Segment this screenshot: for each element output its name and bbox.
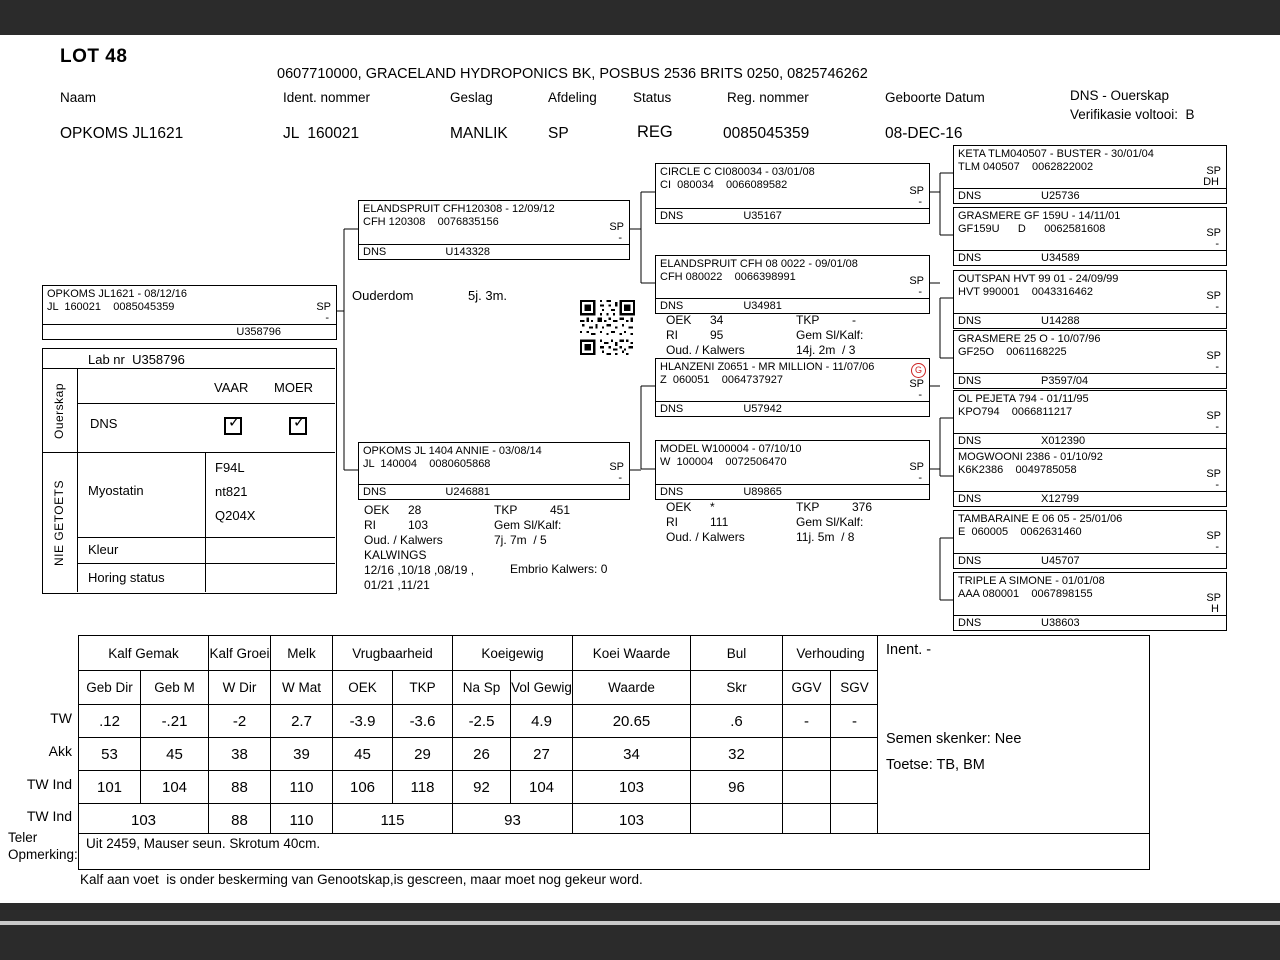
dns-label: DNS: [958, 375, 982, 387]
ebv-cell: 103: [79, 804, 209, 837]
kleur-label: Kleur: [88, 542, 119, 557]
inent-label: Inent. -: [886, 642, 932, 658]
row-label-tw: TW: [50, 710, 72, 726]
ebv-cell: 38: [209, 738, 271, 771]
ebv-col-header: Waarde: [573, 671, 691, 705]
tkp-label: TKP: [494, 503, 518, 517]
status-flag: -: [1215, 541, 1219, 553]
ebv-col-header: Geb M: [141, 671, 209, 705]
animal-id: W 100004 0072506470: [660, 456, 787, 468]
ebv-cell: -: [831, 705, 879, 738]
kalwings-label: KALWINGS: [364, 548, 427, 562]
sp-flag: SP: [1206, 468, 1221, 480]
divider: [205, 452, 206, 592]
status-flag: -: [1215, 479, 1219, 491]
ebv-cell: -.21: [141, 705, 209, 738]
ebv-cell: [783, 738, 831, 771]
dns-label: DNS: [958, 555, 982, 567]
status-flag: H: [1211, 603, 1219, 615]
pedigree-box-gp2: [655, 255, 930, 314]
dns-row: [954, 250, 1226, 265]
animal-name: GRASMERE GF 159U - 14/11/01: [958, 210, 1121, 222]
ebv-group-header: Vrugbaarheid: [333, 636, 453, 671]
ebv-cell: 88: [209, 804, 271, 837]
gem-value: 14j. 2m / 3: [796, 343, 856, 357]
dns-value: U14288: [1041, 315, 1080, 327]
field-label-reg: Reg. nommer: [727, 90, 809, 105]
sp-flag: SP: [1206, 165, 1221, 177]
ebv-cell: -3.6: [393, 705, 453, 738]
status-flag: -: [918, 472, 922, 484]
ri-label: RI: [666, 328, 678, 342]
ebv-cell: 110: [271, 771, 333, 804]
animal-id: K6K2386 0049785058: [958, 464, 1077, 476]
sp-flag: SP: [316, 301, 331, 313]
dns-row-label: DNS: [90, 416, 118, 431]
animal-id: GF159U D 0062581608: [958, 223, 1106, 235]
dns-value: U45707: [1041, 555, 1080, 567]
dns-row: [954, 615, 1226, 630]
dns-row: [656, 208, 929, 223]
animal-name: ELANDSPRUIT CFH120308 - 12/09/12: [363, 203, 555, 215]
ebv-cell: 110: [271, 804, 333, 837]
tkp-value: 451: [550, 503, 571, 517]
row-label-twind1: TW Ind: [26, 776, 72, 792]
oek-value: 34: [710, 313, 724, 327]
animal-id: CFH 120308 0076835156: [363, 216, 499, 228]
pedigree-box-dam: [358, 442, 630, 500]
semen-skenker: Semen skenker: Nee: [886, 731, 1022, 747]
pedigree-box-ggp7: [953, 510, 1227, 569]
status-flag: -: [1215, 238, 1219, 250]
dns-label: DNS: [660, 300, 684, 312]
dns-value: P3597/04: [1041, 375, 1089, 387]
animal-id: KPO794 0066811217: [958, 406, 1073, 418]
moer-dns-checkbox: [289, 414, 307, 435]
tkp-label: TKP: [796, 313, 820, 327]
dns-row: [954, 313, 1226, 328]
animal-id: E 060005 0062631460: [958, 526, 1082, 538]
ebv-cell: 4.9: [511, 705, 573, 738]
dns-value: U143328: [445, 246, 491, 258]
oud-label: Oud. / Kalwers: [666, 343, 745, 357]
vaar-dns-checkbox: [224, 414, 242, 435]
pedigree-box-ggp3: [953, 270, 1227, 329]
pedigree-box-subject: [42, 285, 337, 340]
pedigree-box-ggp1: [953, 145, 1227, 204]
divider: [42, 368, 335, 369]
oek-label: OEK: [666, 500, 692, 514]
dns-row: [359, 244, 629, 259]
status-flag: -: [618, 232, 622, 244]
sp-flag: SP: [1206, 227, 1221, 239]
status-flag: -: [1215, 421, 1219, 433]
field-label-ident: Ident. nommer: [283, 90, 371, 105]
divider: [42, 452, 335, 453]
ebv-cell: -2: [209, 705, 271, 738]
pedigree-box-ggp2: [953, 207, 1227, 266]
field-label-geboorte: Geboorte Datum: [885, 90, 985, 105]
check-icon: ✓: [228, 414, 241, 431]
dns-value: U57942: [743, 403, 782, 415]
sp-flag: SP: [1206, 290, 1221, 302]
myostatin-value-2: nt821: [215, 484, 248, 499]
animal-id: CFH 080022 0066398991: [660, 271, 796, 283]
horing-status-label: Horing status: [88, 570, 165, 585]
ebv-cell: 103: [573, 804, 691, 837]
ebv-group-header: Verhouding: [783, 636, 879, 671]
dns-value: U358796: [236, 326, 282, 338]
ebv-cell: 26: [453, 738, 511, 771]
ebv-cell: 45: [141, 738, 209, 771]
ebv-cell: 96: [691, 771, 783, 804]
ri-value: 111: [710, 515, 729, 529]
gem-label: Gem Sl/Kalf:: [494, 518, 562, 532]
ebv-cell: -3.9: [333, 705, 393, 738]
ebv-col-header: TKP: [393, 671, 453, 705]
dns-row: [656, 401, 929, 416]
dam-stats: [364, 503, 630, 593]
ebv-col-header: W Dir: [209, 671, 271, 705]
animal-id: GF25O 0061168225: [958, 346, 1067, 358]
pedigree-box-ggp5: [953, 390, 1227, 449]
ebv-col-header: W Mat: [271, 671, 333, 705]
sp-flag: SP: [609, 221, 624, 233]
dns-ouerskap-label: DNS - Ouerskap: [1070, 88, 1170, 103]
oek-label: OEK: [364, 503, 390, 517]
ebv-cell: 32: [691, 738, 783, 771]
pedigree-box-ggp4: [953, 330, 1227, 389]
animal-name: ELANDSPRUIT CFH 08 0022 - 09/01/08: [660, 258, 858, 270]
ebv-cell: 93: [453, 804, 573, 837]
ebv-cell: -: [783, 705, 831, 738]
status-flag: -: [1215, 361, 1219, 373]
dns-row: [954, 433, 1226, 448]
dns-row: [656, 298, 929, 313]
pedigree-box-ggp6: [953, 448, 1227, 507]
field-label-naam: Naam: [60, 90, 97, 105]
field-value-ident: JL 160021: [283, 125, 360, 142]
ebv-col-header: GGV: [783, 671, 831, 705]
kalwings-line2: 01/21 ,11/21: [364, 578, 430, 592]
owner-line: 0607710000, GRACELAND HYDROPONICS BK, POSBUS 2536 BRITS 0250, 0825746262: [277, 66, 868, 82]
ebv-col-header: SGV: [831, 671, 879, 705]
field-value-naam: OPKOMS JL1621: [60, 125, 184, 142]
divider: [77, 537, 335, 538]
field-value-geboorte: 08-DEC-16: [885, 125, 963, 142]
bottom-bar-lower: [0, 925, 1280, 960]
dns-value: U34981: [743, 300, 782, 312]
society-stamp-icon: G: [911, 363, 926, 378]
status-flag: -: [918, 196, 922, 208]
ebv-cell: 92: [453, 771, 511, 804]
ebv-cell: 103: [573, 771, 691, 804]
tkp-value: 376: [852, 500, 873, 514]
sp-flag: SP: [909, 461, 924, 473]
ouerskap-section-label: Ouerskap: [52, 382, 66, 440]
dns-row: [954, 188, 1226, 203]
ri-label: RI: [364, 518, 376, 532]
status-flag: DH: [1203, 176, 1219, 188]
dns-row: [954, 491, 1226, 506]
ebv-cell: 20.65: [573, 705, 691, 738]
ebv-group-header: Kalf Gemak: [79, 636, 209, 671]
field-label-status: Status: [633, 90, 672, 105]
animal-name: TAMBARAINE E 06 05 - 25/01/06: [958, 513, 1123, 525]
gp4-stats: [666, 500, 926, 545]
lot-number: LOT 48: [60, 46, 128, 67]
ouderdom-value: 5j. 3m.: [468, 288, 508, 303]
dns-label: DNS: [958, 252, 982, 264]
teler-opmerking-text: Uit 2459, Mauser seun. Skrotum 40cm.: [86, 836, 321, 851]
opmerking-label: Opmerking:: [8, 847, 78, 862]
field-label-afdeling: Afdeling: [548, 90, 597, 105]
ebv-cell: [831, 738, 879, 771]
row-label-twind2: TW Ind: [26, 808, 72, 824]
sp-flag: SP: [1206, 592, 1221, 604]
bottom-bar-upper: [0, 903, 1280, 921]
dns-value: U25736: [1041, 190, 1080, 202]
animal-name: TRIPLE A SIMONE - 01/01/08: [958, 575, 1105, 587]
gem-label: Gem Sl/Kalf:: [796, 328, 864, 342]
dns-row: [43, 324, 336, 339]
sp-flag: SP: [909, 185, 924, 197]
ri-label: RI: [666, 515, 678, 529]
dns-value: U246881: [445, 486, 491, 498]
dns-value: U89865: [743, 486, 782, 498]
kalwings-line1: 12/16 ,10/18 ,08/19 ,: [364, 563, 475, 577]
ebv-table: [78, 635, 879, 837]
ebv-cell: 101: [79, 771, 141, 804]
divider: [77, 563, 335, 564]
animal-id: HVT 990001 0043316462: [958, 286, 1093, 298]
field-value-geslag: MANLIK: [450, 125, 508, 142]
ebv-col-header: Geb Dir: [79, 671, 141, 705]
animal-id: JL 140004 0080605868: [363, 458, 491, 470]
toetse: Toetse: TB, BM: [886, 757, 985, 773]
dns-label: DNS: [660, 486, 684, 498]
ebv-group-header: Bul: [691, 636, 783, 671]
animal-name: OPKOMS JL 1404 ANNIE - 03/08/14: [363, 445, 542, 457]
sp-flag: SP: [1206, 530, 1221, 542]
vaar-header: VAAR: [214, 380, 249, 395]
ebv-group-header: Koei Waarde: [573, 636, 691, 671]
ebv-cell: 106: [333, 771, 393, 804]
ebv-cell: .12: [79, 705, 141, 738]
dns-value: X12799: [1041, 493, 1079, 505]
ebv-cell: [691, 804, 783, 837]
ebv-col-header: Vol Gewig: [511, 671, 573, 705]
dns-value: X012390: [1041, 435, 1086, 447]
ebv-cell: 34: [573, 738, 691, 771]
ebv-cell: 115: [333, 804, 453, 837]
dns-label: DNS: [958, 190, 982, 202]
animal-id: TLM 040507 0062822002: [958, 161, 1094, 173]
dns-label: DNS: [363, 486, 387, 498]
dns-label: DNS: [660, 210, 684, 222]
ri-value: 95: [710, 328, 724, 342]
myostatin-value-3: Q204X: [215, 508, 256, 523]
ebv-group-header: Koeigewig: [453, 636, 573, 671]
animal-name: HLANZENI Z0651 - MR MILLION - 11/07/06: [660, 361, 875, 373]
qr-code: [580, 300, 635, 355]
animal-id: AAA 080001 0067898155: [958, 588, 1093, 600]
oek-value: 28: [408, 503, 422, 517]
nie-getoets-section-label: NIE GETOETS: [52, 480, 66, 566]
dns-row: [954, 553, 1226, 568]
animal-id: Z 060051 0064737927: [660, 374, 783, 386]
animal-id: CI 080034 0066089582: [660, 179, 788, 191]
ebv-group-header: Melk: [271, 636, 333, 671]
divider: [77, 403, 335, 404]
ebv-cell: 27: [511, 738, 573, 771]
ebv-cell: [783, 771, 831, 804]
sp-flag: SP: [1206, 410, 1221, 422]
divider: [77, 368, 78, 592]
animal-name: OL PEJETA 794 - 01/11/95: [958, 393, 1089, 405]
ebv-cell: 104: [141, 771, 209, 804]
pedigree-box-sire: [358, 200, 630, 260]
field-value-status: REG: [637, 123, 673, 141]
ebv-cell: 2.7: [271, 705, 333, 738]
animal-name: KETA TLM040507 - BUSTER - 30/01/04: [958, 148, 1154, 160]
dns-label: DNS: [958, 435, 982, 447]
oud-label: Oud. / Kalwers: [666, 530, 745, 544]
oud-label: Oud. / Kalwers: [364, 533, 443, 547]
row-label-akk: Akk: [48, 743, 72, 759]
ebv-group-header: Kalf Groei: [209, 636, 271, 671]
field-value-reg: 0085045359: [723, 125, 810, 142]
top-bar: [0, 0, 1280, 35]
sp-flag: SP: [909, 378, 924, 390]
gem-value: 7j. 7m / 5: [494, 533, 547, 547]
dns-row: [656, 484, 929, 499]
ebv-cell: [831, 804, 879, 837]
ebv-cell: [831, 771, 879, 804]
sp-flag: SP: [609, 461, 624, 473]
ebv-cell: .6: [691, 705, 783, 738]
sp-flag: SP: [1206, 350, 1221, 362]
ebv-cell: 45: [333, 738, 393, 771]
dns-label: DNS: [958, 617, 982, 629]
verifikasie-label: Verifikasie voltooi: B: [1070, 107, 1195, 122]
animal-name: MOGWOONI 2386 - 01/10/92: [958, 451, 1103, 463]
status-flag: -: [918, 389, 922, 401]
ebv-cell: 88: [209, 771, 271, 804]
animal-id: JL 160021 0085045359: [47, 301, 175, 313]
ouderdom-label: Ouderdom: [352, 288, 414, 303]
ebv-cell: [783, 804, 831, 837]
dns-label: DNS: [363, 246, 387, 258]
myostatin-label: Myostatin: [88, 483, 144, 498]
ebv-cell: 39: [271, 738, 333, 771]
pedigree-box-gp3: [655, 358, 930, 417]
ebv-col-header: Skr: [691, 671, 783, 705]
dns-value: U34589: [1041, 252, 1080, 264]
oek-value: *: [710, 500, 715, 514]
field-label-geslag: Geslag: [450, 90, 493, 105]
status-flag: -: [918, 286, 922, 298]
status-flag: -: [1215, 301, 1219, 313]
pedigree-box-gp4: [655, 440, 930, 500]
dns-label: DNS: [660, 403, 684, 415]
lab-nr: Lab nr U358796: [88, 352, 185, 367]
gem-label: Gem Sl/Kalf:: [796, 515, 864, 529]
ebv-cell: -2.5: [453, 705, 511, 738]
animal-name: OUTSPAN HVT 99 01 - 24/09/99: [958, 273, 1119, 285]
dns-value: U35167: [743, 210, 782, 222]
animal-name: MODEL W100004 - 07/10/10: [660, 443, 802, 455]
animal-name: GRASMERE 25 O - 10/07/96: [958, 333, 1101, 345]
animal-name: OPKOMS JL1621 - 08/12/16: [47, 288, 188, 300]
field-value-afdeling: SP: [548, 125, 569, 142]
pedigree-box-ggp8: [953, 572, 1227, 631]
ebv-col-header: Na Sp: [453, 671, 511, 705]
ebv-col-header: OEK: [333, 671, 393, 705]
check-icon: ✓: [293, 414, 306, 431]
tkp-label: TKP: [796, 500, 820, 514]
pedigree-box-gp1: [655, 163, 930, 224]
status-flag: -: [618, 472, 622, 484]
ebv-cell: 118: [393, 771, 453, 804]
teler-label: Teler: [8, 830, 38, 845]
ebv-cell: 104: [511, 771, 573, 804]
moer-header: MOER: [274, 380, 313, 395]
dns-row: [359, 484, 629, 499]
gem-value: 11j. 5m / 8: [796, 530, 855, 544]
animal-name: CIRCLE C CI080034 - 03/01/08: [660, 166, 815, 178]
myostatin-value-1: F94L: [215, 460, 245, 475]
ebv-cell: 29: [393, 738, 453, 771]
dns-row: [954, 373, 1226, 388]
dns-value: U38603: [1041, 617, 1080, 629]
ebv-cell: 53: [79, 738, 141, 771]
dns-label: DNS: [958, 315, 982, 327]
dns-label: DNS: [958, 493, 982, 505]
ri-value: 103: [408, 518, 429, 532]
gp2-stats: [666, 313, 926, 358]
status-flag: -: [325, 312, 329, 324]
oek-label: OEK: [666, 313, 692, 327]
embrio-kalwers: Embrio Kalwers: 0: [510, 562, 608, 576]
tkp-value: -: [852, 313, 856, 327]
bottom-note: Kalf aan voet is onder beskerming van Genootskap,is gescreen, maar moet nog gekeur word.: [80, 872, 643, 887]
sp-flag: SP: [909, 275, 924, 287]
